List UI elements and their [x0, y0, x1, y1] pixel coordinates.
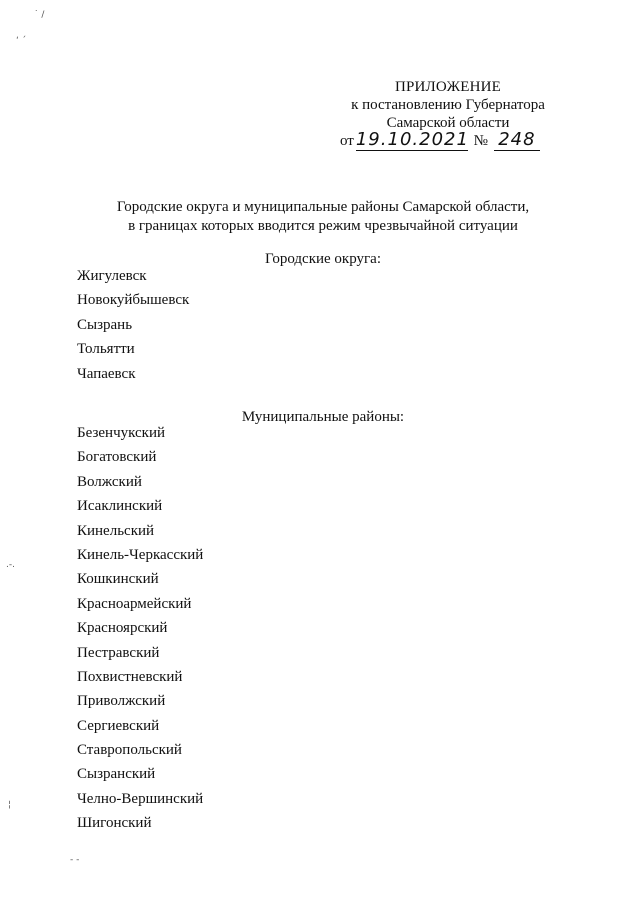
scan-speck: ¦: [8, 800, 12, 810]
municipal-district-item: Исаклинский: [77, 498, 163, 515]
municipal-district-item: Безенчукский: [77, 425, 166, 441]
municipal-district-item: Сергиевский: [77, 717, 160, 734]
urban-district-item: Жигулевск: [77, 268, 147, 284]
municipal-district-item: Кинельский: [77, 522, 155, 539]
scan-speck: ˙ /: [34, 10, 45, 20]
urban-district-item: Сызрань: [77, 316, 133, 333]
municipal-districts-heading: Муниципальные районы:: [241, 409, 405, 425]
resolution-date-number: [340, 130, 560, 152]
municipal-district-item: Сызранский: [77, 766, 156, 783]
municipal-district-item: Кошкинский: [77, 571, 159, 588]
municipal-district-item: Похвистневский: [77, 668, 183, 685]
municipal-district-item: Челно-Вершинский: [77, 790, 204, 807]
urban-districts-heading: Городские округа:: [264, 251, 381, 267]
municipal-district-item: Пестравский: [77, 644, 160, 661]
municipal-district-item: Приволжский: [77, 693, 166, 710]
urban-district-item: Чапаевск: [77, 365, 136, 382]
appendix-title: ПРИЛОЖЕНИЕ: [394, 79, 502, 95]
municipal-district-item: Красноярский: [77, 620, 168, 637]
municipal-district-item: Волжский: [77, 473, 142, 490]
urban-district-item: Новокуйбышевск: [77, 292, 190, 309]
handwritten-date: 19.10.2021: [355, 129, 469, 150]
scan-speck: .-.: [6, 560, 15, 570]
document-title: [80, 198, 566, 236]
scan-speck: ‘ ´: [16, 36, 27, 46]
document-title-line-1: Городские округа и муниципальные районы Самарской области,: [116, 199, 530, 215]
handwritten-number: 248: [494, 130, 540, 151]
municipal-district-item: Красноармейский: [77, 595, 192, 612]
appendix-line-resolution: к постановлению Губернатора: [351, 97, 545, 113]
number-sign: №: [473, 133, 488, 149]
document-title-line-2: в границах которых вводится режим чрезвычайной ситуации: [128, 218, 518, 234]
municipal-district-item: Шигонский: [77, 815, 152, 832]
municipal-district-item: Богатовский: [77, 449, 157, 466]
urban-districts-list: [77, 264, 189, 386]
appendix-line-region: Самарской области: [386, 115, 510, 131]
municipal-district-item: Ставропольский: [77, 742, 182, 759]
municipal-district-item: Кинель-Черкасский: [77, 546, 204, 563]
appendix-header: [330, 78, 566, 132]
municipal-districts-list: [77, 421, 203, 836]
scan-speck: - -: [70, 855, 80, 865]
urban-district-item: Тольятти: [77, 341, 135, 358]
date-prefix: от: [340, 133, 354, 149]
